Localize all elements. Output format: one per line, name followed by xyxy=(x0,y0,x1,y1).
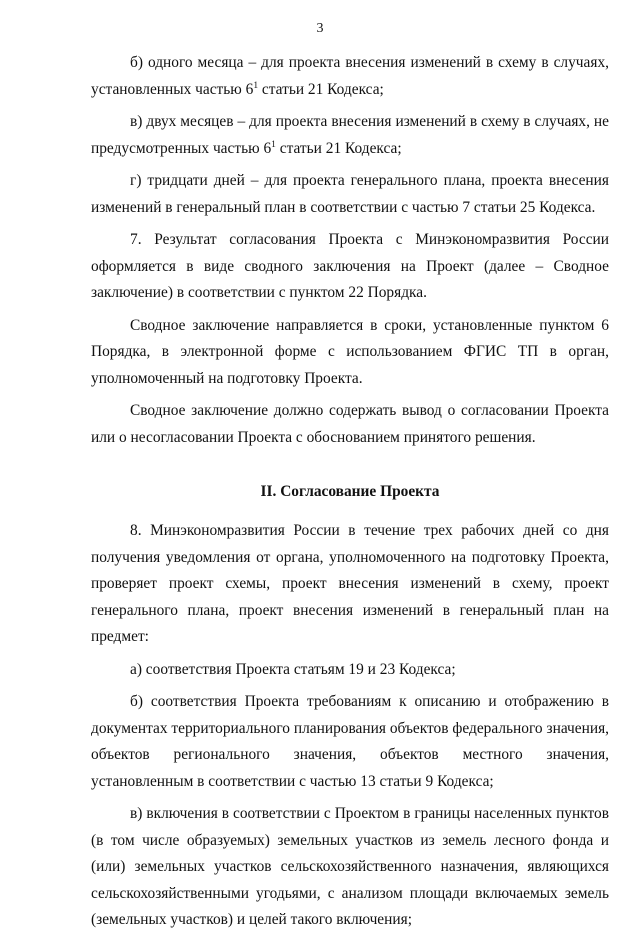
paragraph-item-b: б) соответствия Проекта требованиям к описанию и отображению в документах территориального планирования объектов федерального значения, объектов регионального значения, объектов местного значения, установленным в соответствии с частью 13 статьи 9 Кодекса; xyxy=(91,693,609,790)
page-number: 3 xyxy=(316,21,324,36)
paragraph-text: статьи 21 Кодекса; xyxy=(275,139,402,157)
paragraph-text: статьи 21 Кодекса; xyxy=(258,80,384,98)
document-body xyxy=(91,50,609,940)
paragraph-text: в) двух месяцев – для проекта внесения изменений в схему в случаях, не предусмотренных частью 6 xyxy=(91,113,609,157)
superscript: 1 xyxy=(253,80,259,91)
paragraph-item-b-one-month xyxy=(91,50,609,103)
paragraph-item-v-two-months xyxy=(91,109,609,162)
paragraph-point-7: 7. Результат согласования Проекта с Минэкономразвития России оформляется в виде сводного заключения на Проект (далее – Сводное заключение) в соответствии с пунктом 22 Порядка. xyxy=(91,231,609,301)
paragraph-text: б) одного месяца – для проекта внесения изменений в схему в случаях, установленных частью 6 xyxy=(91,54,609,98)
section-heading: II. Согласование Проекта xyxy=(260,483,440,500)
paragraph-point-8: 8. Минэкономразвития России в течение трех рабочих дней со дня получения уведомления от органа, уполномоченного на подготовку Проекта, проверяет проект схемы, проект внесения изменений в схему, проект генерального плана, проект внесения изменений в генеральный план на предмет: xyxy=(91,522,609,645)
superscript: 1 xyxy=(271,139,276,150)
paragraph-summary-conclusion: Сводное заключение должно содержать вывод о согласовании Проекта или о несогласовании Проекта с обоснованием принятого решения. xyxy=(91,402,609,446)
paragraph-item-g-thirty-days: г) тридцати дней – для проекта генерального плана, проекта внесения изменений в генеральный план в соответствии с частью 7 статьи 25 Кодекса. xyxy=(91,172,609,216)
paragraph-item-a: а) соответствия Проекта статьям 19 и 23 Кодекса; xyxy=(130,660,456,678)
paragraph-item-v: в) включения в соответствии с Проектом в границы населенных пунктов (в том числе образуемых) земельных участков из земель лесного фонда и (или) земельных участков сельскохозяйственного назначения, являющихся сельскохозяйственными угодьями, с анализом площади включаемых земель (земельных участков) и целей такого включения; xyxy=(91,805,609,928)
paragraph-summary-deadline: Сводное заключение направляется в сроки, установленные пунктом 6 Порядка, в электронной форме с использованием ФГИС ТП в орган, уполномоченный на подготовку Проекта. xyxy=(91,316,609,387)
